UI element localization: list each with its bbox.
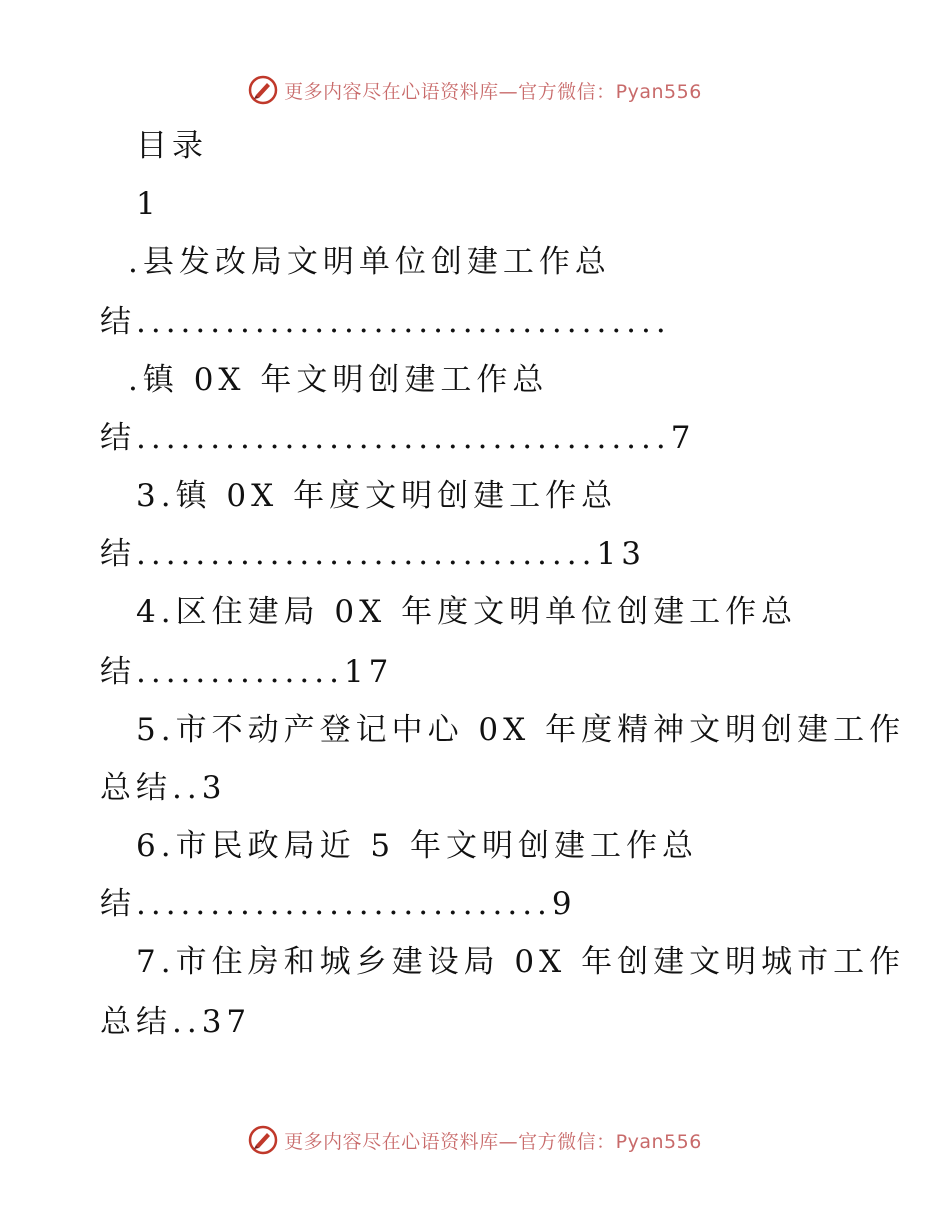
banner-content [248, 1125, 702, 1155]
toc-line: 1 [136, 186, 161, 222]
toc-line: 结....................................7 [100, 420, 696, 456]
footer-banner [0, 1120, 950, 1160]
toc-line: 总结..37 [100, 1004, 252, 1040]
toc-line: 总结..3 [100, 770, 227, 806]
toc-line: 结.................................... [100, 304, 671, 340]
toc-line: 结............................9 [100, 886, 577, 922]
toc-line: 7.市住房和城乡建设局 0X 年创建文明城市工作 [136, 944, 906, 980]
toc-line: .镇 0X 年文明创建工作总 [128, 362, 549, 398]
banner-text: 更多内容尽在心语资料库—官方微信：Pyan556 [284, 1130, 702, 1153]
toc-line: .县发改局文明单位创建工作总 [128, 244, 611, 280]
toc-line: 6.市民政局近 5 年文明创建工作总 [136, 828, 699, 864]
banner-content [248, 75, 702, 105]
pen-logo-icon [248, 75, 278, 105]
pen-logo-icon [248, 1125, 278, 1155]
toc-line: 4.区住建局 0X 年度文明单位创建工作总 [136, 594, 798, 630]
header-banner [0, 70, 950, 110]
toc-line: 3.镇 0X 年度文明创建工作总 [136, 478, 618, 514]
toc-title: 目录 [136, 128, 208, 164]
banner-text: 更多内容尽在心语资料库—官方微信：Pyan556 [284, 80, 702, 103]
toc-line: 结...............................13 [100, 536, 646, 572]
toc-line: 5.市不动产登记中心 0X 年度精神文明创建工作 [136, 712, 906, 748]
toc-line: 结..............17 [100, 654, 394, 690]
